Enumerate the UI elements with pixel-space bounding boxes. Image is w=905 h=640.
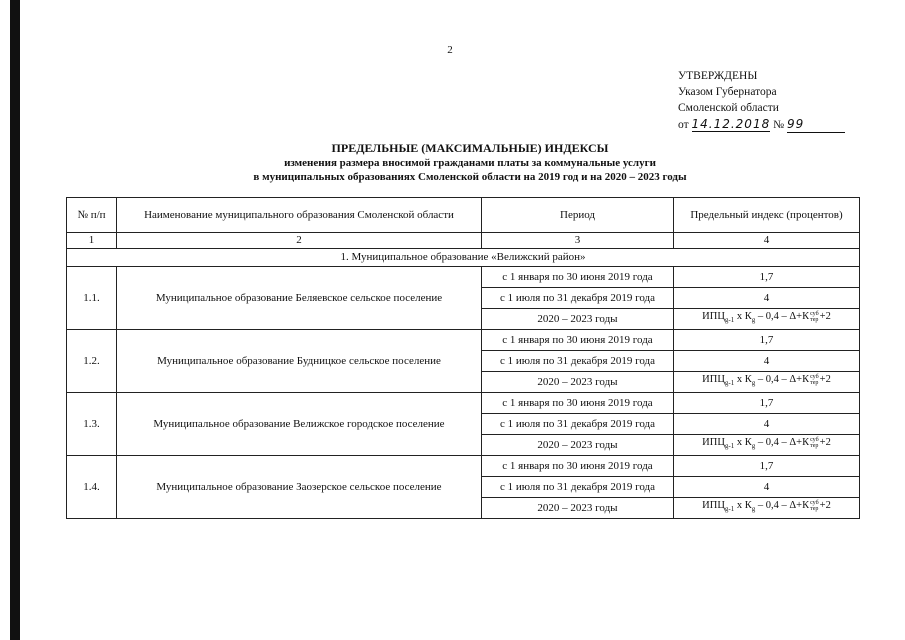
document-title bbox=[150, 140, 790, 184]
period-cell: с 1 января по 30 июня 2019 года bbox=[482, 330, 674, 351]
index-cell: 1,7 bbox=[674, 330, 860, 351]
period-cell: 2020 – 2023 годы bbox=[482, 498, 674, 519]
period-cell: с 1 июля по 31 декабря 2019 года bbox=[482, 414, 674, 435]
period-cell: 2020 – 2023 годы bbox=[482, 372, 674, 393]
row-number: 1.2. bbox=[67, 330, 117, 393]
title-line-2: изменения размера вносимой гражданами платы за коммунальные услуги bbox=[284, 157, 656, 169]
number-prefix: № bbox=[773, 119, 785, 131]
period-cell: с 1 июля по 31 декабря 2019 года bbox=[482, 351, 674, 372]
period-cell: с 1 июля по 31 декабря 2019 года bbox=[482, 477, 674, 498]
row-number: 1.1. bbox=[67, 267, 117, 330]
date-prefix: от bbox=[678, 119, 689, 131]
header-cell: Наименование муниципального образования Смоленской области bbox=[117, 198, 482, 233]
index-formula-cell bbox=[674, 372, 860, 393]
table-row bbox=[67, 456, 860, 477]
title-main: ПРЕДЕЛЬНЫЕ (МАКСИМАЛЬНЫЕ) ИНДЕКСЫ bbox=[331, 141, 609, 155]
municipality-name: Муниципальное образование Будницкое сельское поселение bbox=[117, 330, 482, 393]
municipality-name: Муниципальное образование Заозерское сельское поселение bbox=[117, 456, 482, 519]
index-cell: 4 bbox=[674, 414, 860, 435]
index-cell: 4 bbox=[674, 477, 860, 498]
table-row bbox=[67, 393, 860, 414]
header-cell: № п/п bbox=[67, 198, 117, 233]
table-row bbox=[67, 330, 860, 351]
approval-date-line bbox=[678, 116, 845, 133]
index-cell: 1,7 bbox=[674, 267, 860, 288]
period-cell: с 1 января по 30 июня 2019 года bbox=[482, 267, 674, 288]
period-cell: 2020 – 2023 годы bbox=[482, 435, 674, 456]
row-number: 1.3. bbox=[67, 393, 117, 456]
index-formula: $ИПЦ_{g-1}$ x $К_g - 0,4 - \Delta+К$ суб тер +2 bbox=[702, 500, 831, 514]
column-number-cell: 1 bbox=[67, 233, 117, 249]
scan-edge-bar bbox=[10, 0, 20, 640]
index-cell: 1,7 bbox=[674, 393, 860, 414]
handwritten-number: 99 bbox=[787, 116, 845, 133]
approval-block bbox=[678, 68, 845, 133]
header-cell: Предельный индекс (процентов) bbox=[674, 198, 860, 233]
column-number-cell: 2 bbox=[117, 233, 482, 249]
index-formula-cell bbox=[674, 498, 860, 519]
column-number-row bbox=[67, 233, 860, 249]
table-header-row bbox=[67, 198, 860, 233]
approval-line-1: УТВЕРЖДЕНЫ bbox=[678, 70, 758, 82]
period-cell: с 1 января по 30 июня 2019 года bbox=[482, 393, 674, 414]
index-formula: $ИПЦ_{g-1}$ x $К_g - 0,4 - \Delta+К$ суб тер +2 bbox=[702, 311, 831, 325]
period-cell: с 1 января по 30 июня 2019 года bbox=[482, 456, 674, 477]
index-formula-cell bbox=[674, 435, 860, 456]
index-cell: 1,7 bbox=[674, 456, 860, 477]
title-line-3: в муниципальных образованиях Смоленской области на 2019 год и на 2020 – 2023 годы bbox=[253, 171, 687, 183]
index-formula: $ИПЦ_{g-1}$ x $К_g - 0,4 - \Delta+К$ суб тер +2 bbox=[702, 374, 831, 388]
approval-line-3: Смоленской области bbox=[678, 102, 779, 114]
section-row bbox=[67, 249, 860, 267]
index-formula-cell bbox=[674, 309, 860, 330]
table-row bbox=[67, 267, 860, 288]
page-number: 2 bbox=[447, 44, 453, 56]
period-cell: 2020 – 2023 годы bbox=[482, 309, 674, 330]
approval-line-2: Указом Губернатора bbox=[678, 86, 777, 98]
municipality-name: Муниципальное образование Беляевское сельское поселение bbox=[117, 267, 482, 330]
row-number: 1.4. bbox=[67, 456, 117, 519]
index-formula: $ИПЦ_{g-1}$ x $К_g - 0,4 - \Delta+К$ суб тер +2 bbox=[702, 437, 831, 451]
column-number-cell: 3 bbox=[482, 233, 674, 249]
indices-table bbox=[66, 197, 860, 519]
index-cell: 4 bbox=[674, 351, 860, 372]
municipality-name: Муниципальное образование Велижское городское поселение bbox=[117, 393, 482, 456]
section-title: 1. Муниципальное образование «Велижский район» bbox=[67, 249, 860, 267]
column-number-cell: 4 bbox=[674, 233, 860, 249]
index-cell: 4 bbox=[674, 288, 860, 309]
header-cell: Период bbox=[482, 198, 674, 233]
handwritten-date: 14.12.2018 bbox=[691, 117, 771, 131]
period-cell: с 1 июля по 31 декабря 2019 года bbox=[482, 288, 674, 309]
